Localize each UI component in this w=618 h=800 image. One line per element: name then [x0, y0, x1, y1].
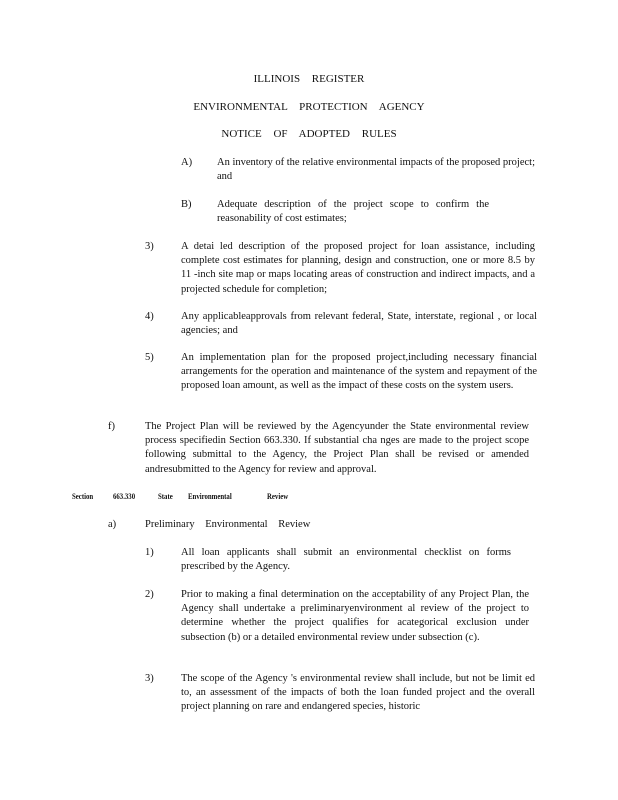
sub-2-text: Prior to making a final determination on the acceptability of any Project Plan, the Agency shall undertake a preliminaryenvironment al review of the project to determine whether the project qualifies for acategorical exclusion under subsection (b) or a detailed environmental review under subsection (c).: [181, 589, 529, 643]
sub-2-label: 2): [145, 589, 154, 600]
item-3-text: A detai led description of the proposed project for loan assistance, including complete cost estimates for planning, design and construction, one or more 8.5 by 11 -inch site map or maps locating areas of construction and indirect impacts, and a projected schedule for completion;: [181, 241, 535, 295]
header-register: ILLINOIS REGISTER: [253, 73, 365, 85]
item-5-text: An implementation plan for the proposed project,including necessary financial arrangements for the operation and maintenance of the system and repayment of the proposed loan amount, as well as the impact of these costs on the system users.: [181, 352, 537, 392]
item-A-text: An inventory of the relative environmental impacts of the proposed project; and: [217, 157, 535, 183]
header-agency: ENVIRONMENTAL PROTECTION AGENCY: [193, 101, 425, 113]
sub-a-label: a): [108, 519, 117, 530]
section-title-state: State: [158, 492, 173, 501]
item-f-text: The Project Plan will be reviewed by the Agencyunder the State environmental review process specifiedin Section 663.330. If substantial cha nges are made to the project scope following submittal to the Agency, the Project Plan shall be revised or amended andresubmitted to the Agency for review and approval.: [145, 421, 529, 475]
item-A-label: A): [181, 157, 193, 168]
item-f-label: f): [108, 421, 115, 432]
sub-3-label: 3): [145, 673, 154, 684]
header-notice: NOTICE OF ADOPTED RULES: [221, 128, 397, 140]
sub-1-text: All loan applicants shall submit an environmental checklist on forms prescribed by the Agency.: [181, 547, 511, 573]
sub-1-label: 1): [145, 547, 154, 558]
item-4-text: Any applicableapprovals from relevant federal, State, interstate, regional , or local agencies; and: [181, 311, 537, 337]
item-3-label: 3): [145, 241, 154, 252]
item-B-label: B): [181, 199, 192, 210]
item-B-text: Adequate description of the project scope to confirm the reasonability of cost estimates;: [217, 199, 489, 225]
section-word: Section: [72, 492, 94, 501]
section-title-review: Review: [267, 492, 289, 501]
section-number: 663.330: [113, 492, 136, 501]
item-5-label: 5): [145, 352, 154, 363]
item-4-label: 4): [145, 311, 154, 322]
sub-3-text: The scope of the Agency 's environmental review shall include, but not be limit ed to, an assessment of the impacts of both the loan funded project and the overall project planning on rare and endangered species, historic: [181, 673, 535, 713]
section-title-environmental: Environmental: [188, 492, 232, 501]
sub-a-heading: Preliminary Environmental Review: [145, 519, 311, 530]
